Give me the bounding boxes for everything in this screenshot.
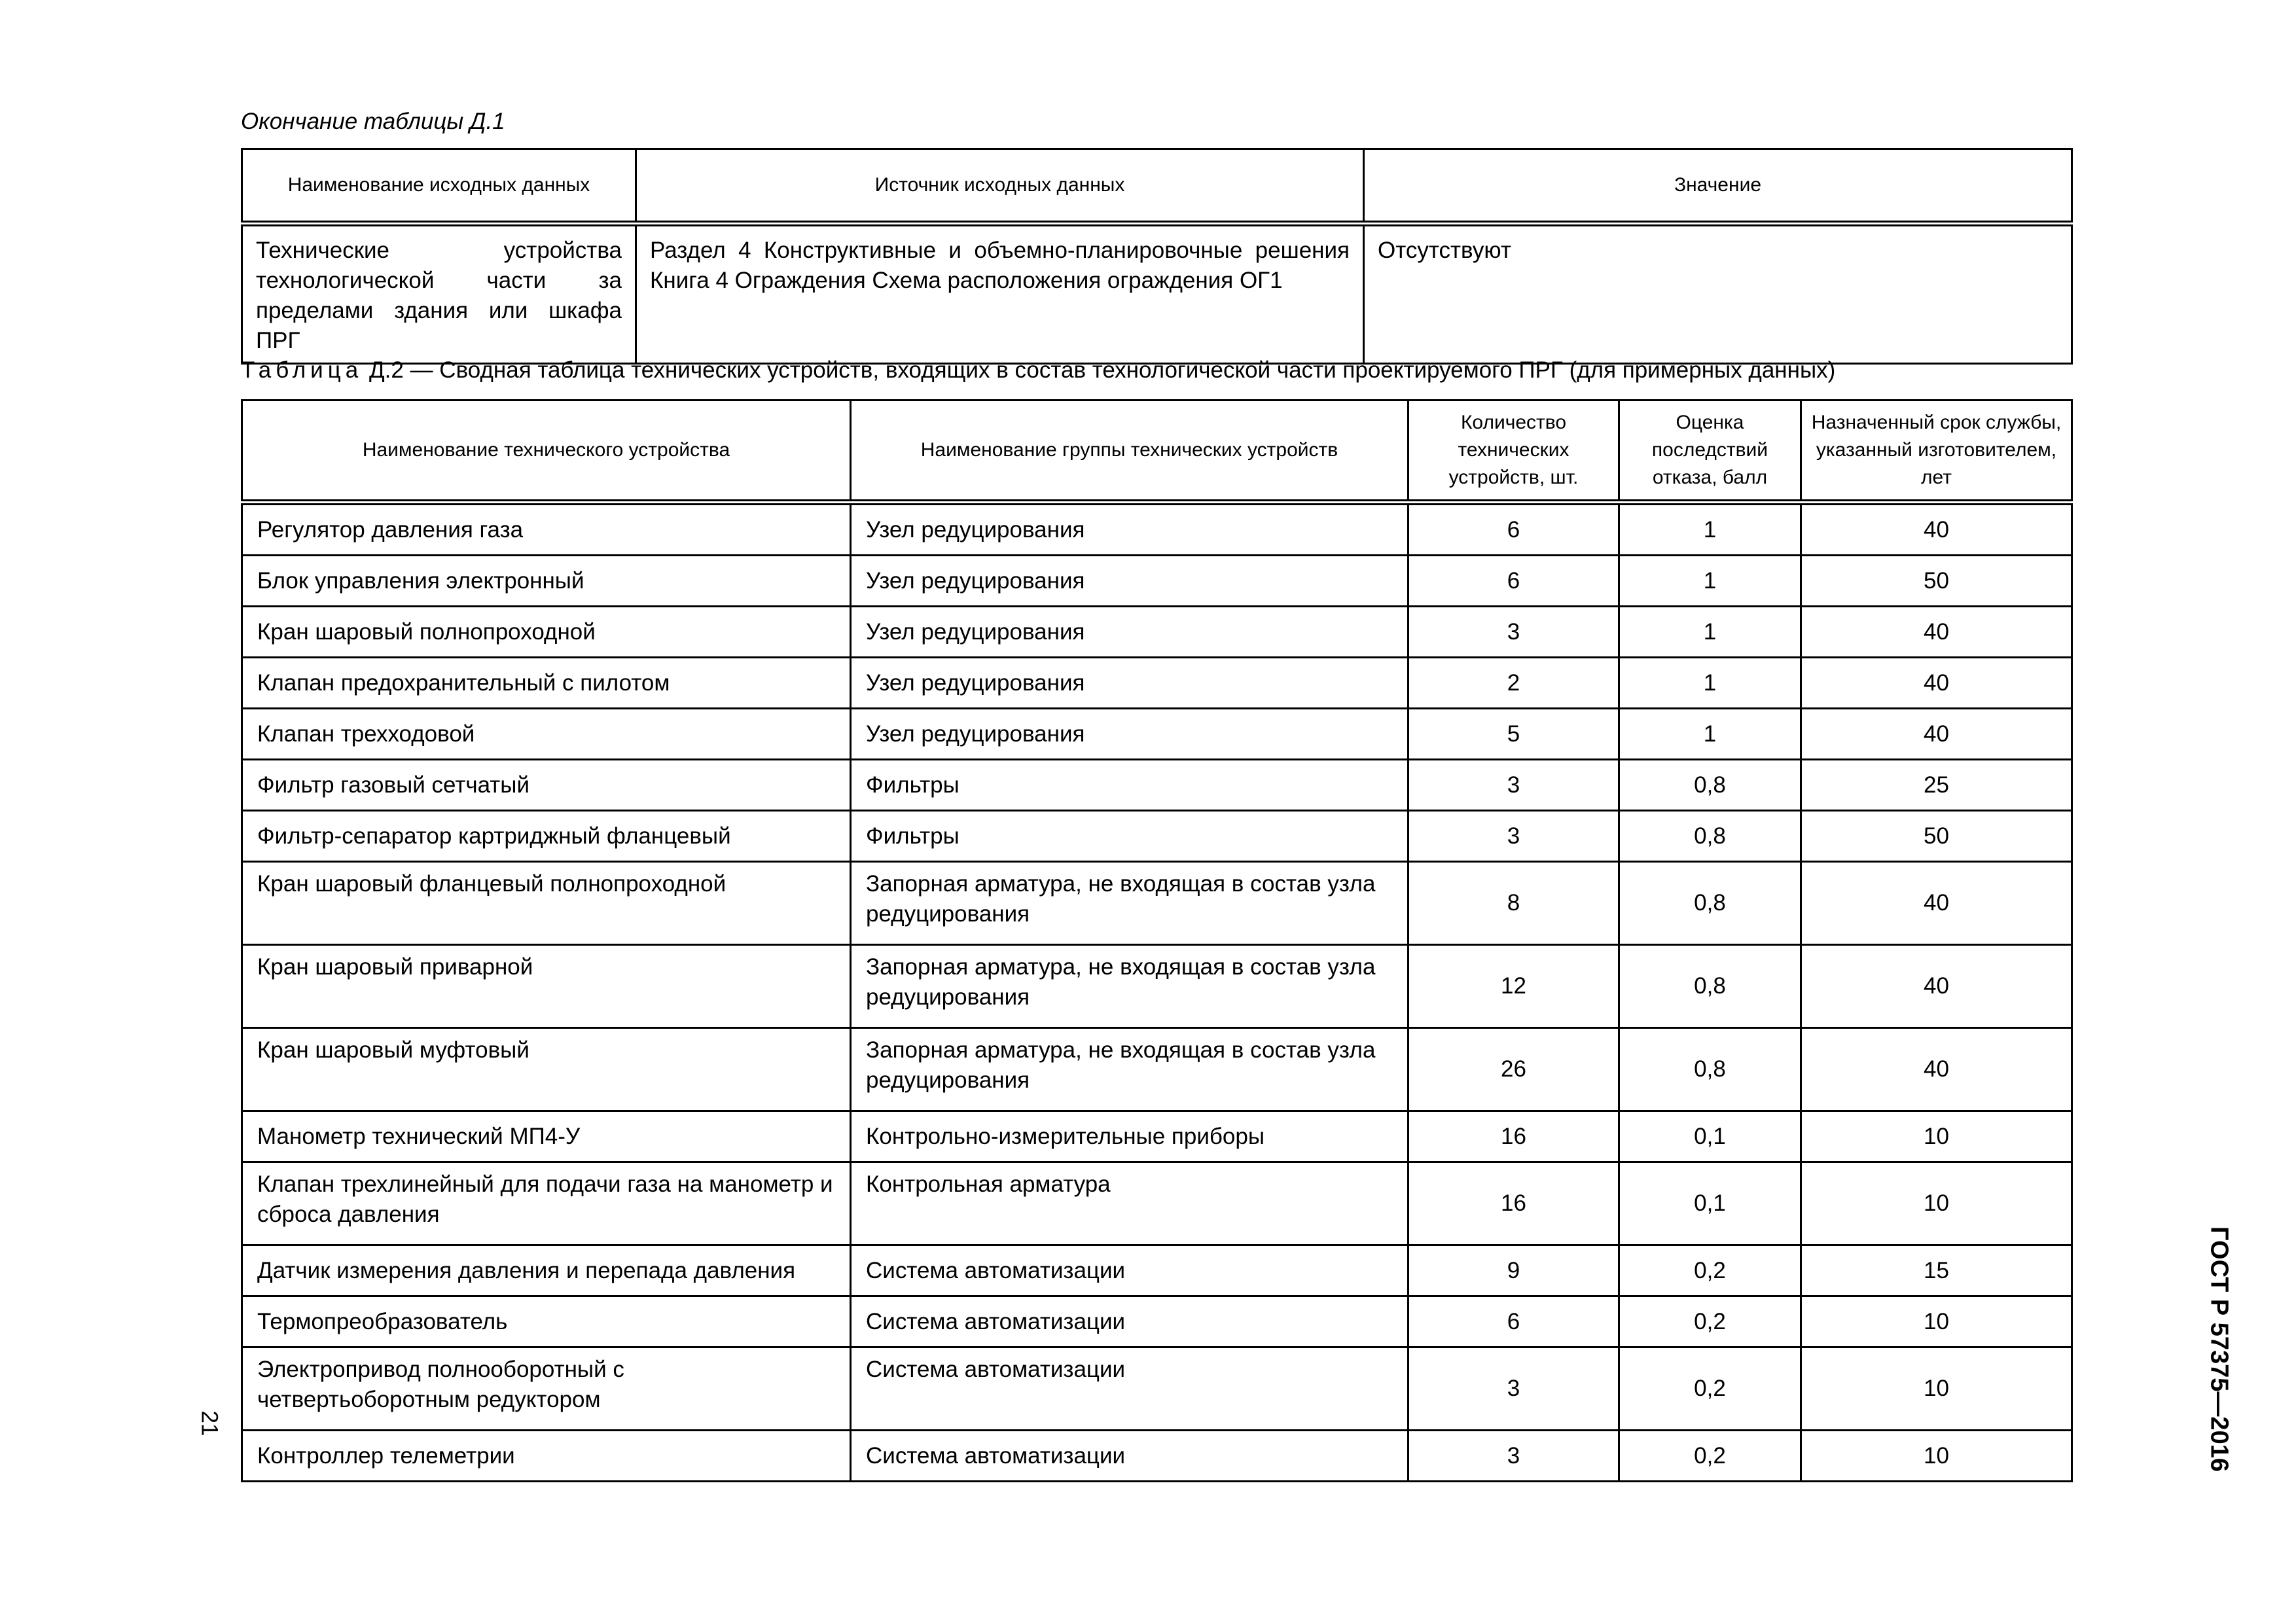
quantity-cell: 6 (1408, 1296, 1619, 1347)
failure-score-cell: 1 (1619, 658, 1801, 709)
device-group-cell: Система автоматизации (851, 1347, 1408, 1431)
column-header: Оценка последствий отказа, балл (1619, 401, 1801, 503)
service-life-cell: 50 (1801, 811, 2072, 862)
data-value-cell: Отсутствуют (1364, 224, 2072, 364)
service-life-cell: 50 (1801, 556, 2072, 607)
device-name-cell: Контроллер телеметрии (242, 1431, 851, 1482)
table-header-row (242, 149, 2072, 224)
table-row (242, 1162, 2072, 1245)
failure-score-cell: 0,8 (1619, 945, 1801, 1028)
column-header: Значение (1364, 149, 2072, 224)
quantity-cell: 3 (1408, 607, 1619, 658)
standard-designation: ГОСТ Р 57375—2016 (2205, 1226, 2233, 1472)
device-name-cell: Датчик измерения давления и перепада давления (242, 1245, 851, 1296)
quantity-cell: 16 (1408, 1162, 1619, 1245)
device-group-cell: Узел редуцирования (851, 556, 1408, 607)
device-group-cell: Система автоматизации (851, 1245, 1408, 1296)
failure-score-cell: 0,8 (1619, 1028, 1801, 1111)
service-life-cell: 25 (1801, 760, 2072, 811)
device-name-cell: Клапан трехлинейный для подачи газа на манометр и сброса давления (242, 1162, 851, 1245)
table-row (242, 658, 2072, 709)
device-group-cell: Узел редуцирования (851, 503, 1408, 556)
quantity-cell: 2 (1408, 658, 1619, 709)
device-name-cell: Кран шаровый фланцевый полнопроходной (242, 862, 851, 945)
table-row (242, 1431, 2072, 1482)
failure-score-cell: 0,2 (1619, 1245, 1801, 1296)
failure-score-cell: 1 (1619, 607, 1801, 658)
table-row (242, 607, 2072, 658)
device-group-cell: Система автоматизации (851, 1296, 1408, 1347)
page-number: 21 (196, 1410, 223, 1436)
quantity-cell: 3 (1408, 811, 1619, 862)
table-row (242, 556, 2072, 607)
device-name-cell: Фильтр газовый сетчатый (242, 760, 851, 811)
table-row (242, 811, 2072, 862)
table-header-row (242, 401, 2072, 503)
service-life-cell: 40 (1801, 862, 2072, 945)
failure-score-cell: 1 (1619, 503, 1801, 556)
table-row (242, 503, 2072, 556)
failure-score-cell: 1 (1619, 556, 1801, 607)
column-header: Наименование технического устройства (242, 401, 851, 503)
service-life-cell: 40 (1801, 607, 2072, 658)
table-row (242, 1347, 2072, 1431)
table-d1 (241, 148, 2073, 365)
device-name-cell: Манометр технический МП4-У (242, 1111, 851, 1162)
device-group-cell: Запорная арматура, не входящая в состав узла редуцирования (851, 945, 1408, 1028)
table-row (242, 862, 2072, 945)
device-name-cell: Электропривод полнооборотный с четвертьоборотным редуктором (242, 1347, 851, 1431)
service-life-cell: 10 (1801, 1347, 2072, 1431)
quantity-cell: 26 (1408, 1028, 1619, 1111)
table-row (242, 945, 2072, 1028)
table-row (242, 1296, 2072, 1347)
device-group-cell: Система автоматизации (851, 1431, 1408, 1482)
quantity-cell: 6 (1408, 503, 1619, 556)
device-group-cell: Фильтры (851, 811, 1408, 862)
column-header: Источник исходных данных (636, 149, 1364, 224)
service-life-cell: 15 (1801, 1245, 2072, 1296)
device-name-cell: Регулятор давления газа (242, 503, 851, 556)
table-d2 (241, 399, 2073, 1482)
failure-score-cell: 0,8 (1619, 811, 1801, 862)
device-name-cell: Кран шаровый полнопроходной (242, 607, 851, 658)
service-life-cell: 10 (1801, 1111, 2072, 1162)
table-row (242, 1111, 2072, 1162)
table-body (242, 503, 2072, 1482)
column-header: Количество технических устройств, шт. (1408, 401, 1619, 503)
device-group-cell: Узел редуцирования (851, 709, 1408, 760)
device-name-cell: Клапан трехходовой (242, 709, 851, 760)
quantity-cell: 6 (1408, 556, 1619, 607)
device-group-cell: Запорная арматура, не входящая в состав узла редуцирования (851, 1028, 1408, 1111)
device-name-cell: Блок управления электронный (242, 556, 851, 607)
failure-score-cell: 0,8 (1619, 760, 1801, 811)
service-life-cell: 40 (1801, 1028, 2072, 1111)
quantity-cell: 3 (1408, 1347, 1619, 1431)
device-name-cell: Клапан предохранительный с пилотом (242, 658, 851, 709)
service-life-cell: 40 (1801, 709, 2072, 760)
column-header: Наименование группы технических устройств (851, 401, 1408, 503)
failure-score-cell: 0,1 (1619, 1162, 1801, 1245)
device-name-cell: Фильтр-сепаратор картриджный фланцевый (242, 811, 851, 862)
table-d2-caption (241, 357, 1835, 383)
device-name-cell: Кран шаровый приварной (242, 945, 851, 1028)
quantity-cell: 16 (1408, 1111, 1619, 1162)
table-row (242, 760, 2072, 811)
table-continuation-caption: Окончание таблицы Д.1 (241, 109, 505, 134)
device-group-cell: Контрольная арматура (851, 1162, 1408, 1245)
device-name-cell: Термопреобразователь (242, 1296, 851, 1347)
failure-score-cell: 0,2 (1619, 1347, 1801, 1431)
table-label: Таблица (241, 357, 363, 383)
quantity-cell: 3 (1408, 760, 1619, 811)
table-title: Д.2 — Сводная таблица технических устройств, входящих в состав технологической части проектируемого ПРГ (для примерных данных) (368, 357, 1836, 383)
device-group-cell: Фильтры (851, 760, 1408, 811)
quantity-cell: 5 (1408, 709, 1619, 760)
service-life-cell: 40 (1801, 945, 2072, 1028)
data-name-cell: Технические устройства технологической части за пределами здания или шкафа ПРГ (242, 224, 636, 364)
quantity-cell: 3 (1408, 1431, 1619, 1482)
service-life-cell: 40 (1801, 503, 2072, 556)
quantity-cell: 8 (1408, 862, 1619, 945)
table-row (242, 1028, 2072, 1111)
failure-score-cell: 0,1 (1619, 1111, 1801, 1162)
device-name-cell: Кран шаровый муфтовый (242, 1028, 851, 1111)
service-life-cell: 40 (1801, 658, 2072, 709)
failure-score-cell: 0,8 (1619, 862, 1801, 945)
service-life-cell: 10 (1801, 1296, 2072, 1347)
quantity-cell: 12 (1408, 945, 1619, 1028)
device-group-cell: Узел редуцирования (851, 658, 1408, 709)
table-row (242, 224, 2072, 364)
column-header: Наименование исходных данных (242, 149, 636, 224)
column-header: Назначенный срок службы, указанный изготовителем, лет (1801, 401, 2072, 503)
table-row (242, 1245, 2072, 1296)
failure-score-cell: 0,2 (1619, 1296, 1801, 1347)
device-group-cell: Узел редуцирования (851, 607, 1408, 658)
device-group-cell: Контрольно-измерительные приборы (851, 1111, 1408, 1162)
failure-score-cell: 0,2 (1619, 1431, 1801, 1482)
service-life-cell: 10 (1801, 1162, 2072, 1245)
quantity-cell: 9 (1408, 1245, 1619, 1296)
table-row (242, 709, 2072, 760)
failure-score-cell: 1 (1619, 709, 1801, 760)
service-life-cell: 10 (1801, 1431, 2072, 1482)
device-group-cell: Запорная арматура, не входящая в состав узла редуцирования (851, 862, 1408, 945)
data-source-cell: Раздел 4 Конструктивные и объемно-планировочные решения Книга 4 Ограждения Схема расположения ограждения ОГ1 (636, 224, 1364, 364)
